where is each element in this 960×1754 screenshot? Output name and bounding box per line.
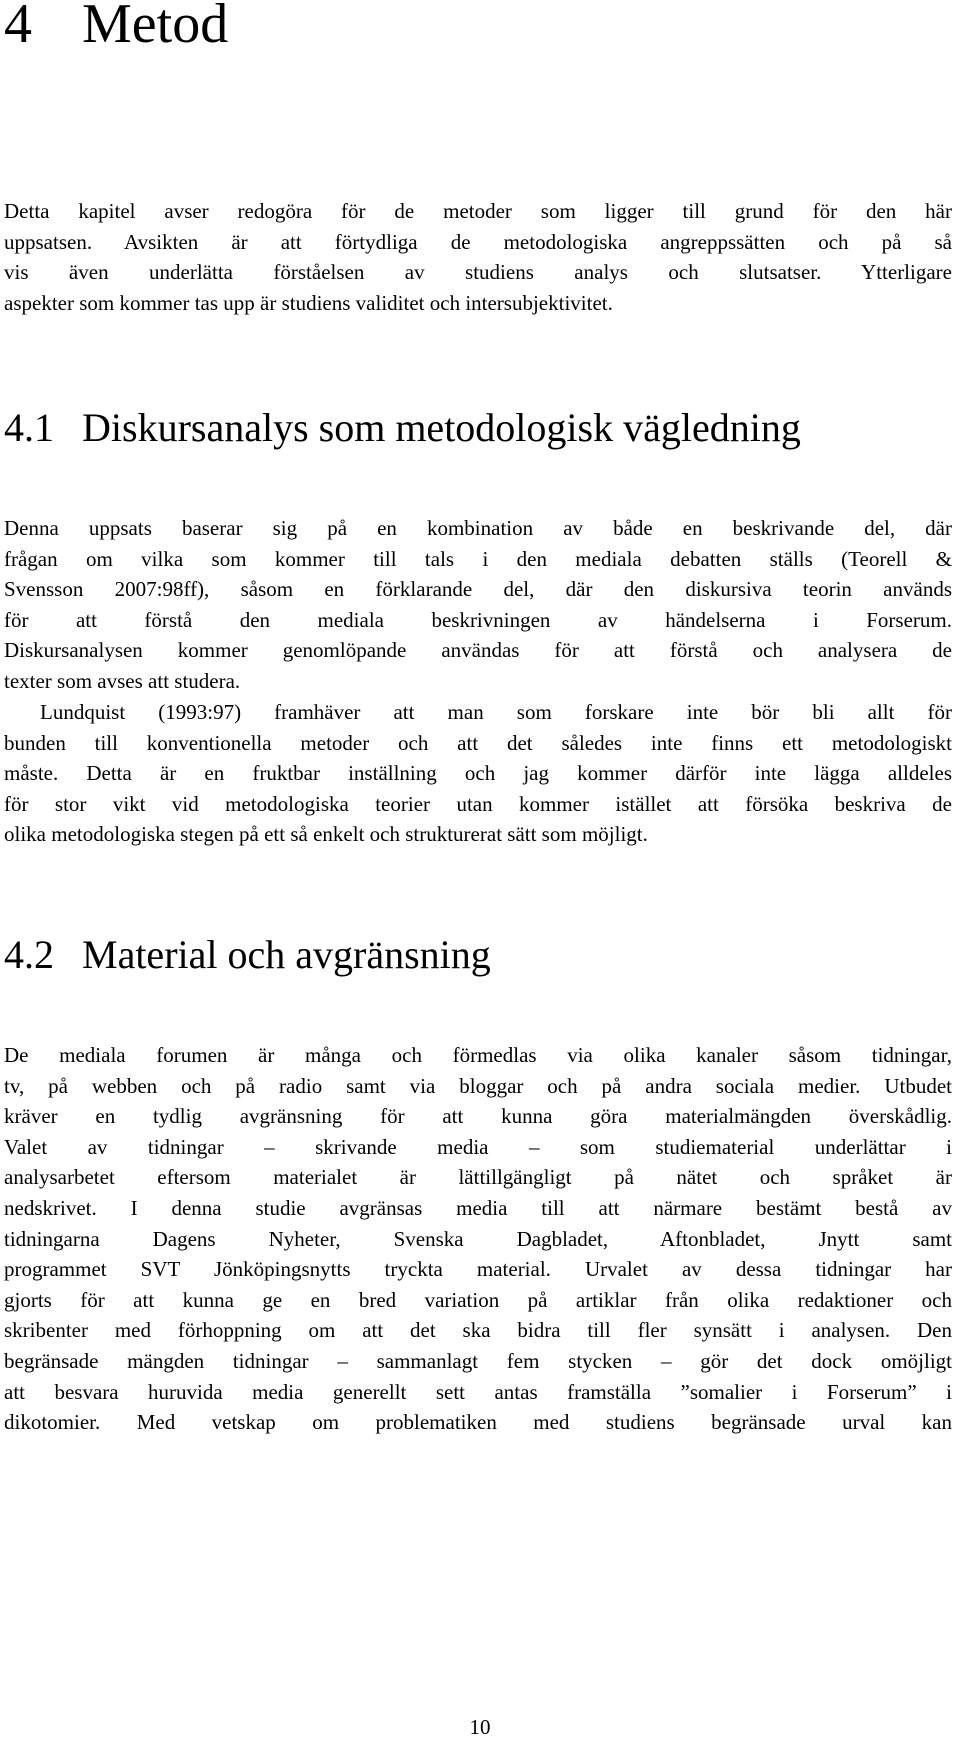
section-number: 4.1 (4, 405, 54, 450)
text-line: aspekter som kommer tas upp är studiens validitet och intersubjektivitet. (4, 290, 613, 315)
text-line: olika metodologiska stegen på ett så enkelt och strukturerat sätt som möjligt. (4, 822, 648, 847)
section-4-2-paragraph-1 (4, 1040, 952, 1438)
text-line: Svensson 2007:98ff), såsom en förklarande del, där den diskursiva teorin används (4, 577, 952, 602)
text-line: tidningarna Dagens Nyheter, Svenska Dagbladet, Aftonbladet, Jnytt samt (4, 1226, 952, 1251)
text-line: tv, på webben och på radio samt via bloggar och på andra sociala medier. Utbudet (4, 1073, 952, 1098)
section-number: 4.2 (4, 932, 54, 977)
text-line: för stor vikt vid metodologiska teorier utan kommer istället att försöka beskriva de (4, 791, 952, 816)
text-line: att besvara huruvida media generellt sett antas framställa ”somalier i Forserum” i (4, 1379, 952, 1404)
section-title: Diskursanalys som metodologisk vägledning (82, 405, 801, 450)
text-line: vis även underlätta förståelsen av studiens analys och slutsatser. Ytterligare (4, 260, 952, 285)
text-line: dikotomier. Med vetskap om problematiken med studiens begränsade urval kan (4, 1410, 952, 1435)
text-line: Diskursanalysen kommer genomlöpande användas för att förstå och analysera de (4, 638, 952, 663)
text-line: skribenter med förhoppning om att det ska bidra till fler synsätt i analysen. Den (4, 1318, 952, 1343)
chapter-number: 4 (4, 0, 32, 55)
text-line: De mediala forumen är många och förmedlas via olika kanaler såsom tidningar, (4, 1043, 952, 1067)
section-4-1-paragraph-1 (4, 513, 952, 697)
text-line: programmet SVT Jönköpingsnytts tryckta material. Urvalet av dessa tidningar har (4, 1257, 952, 1282)
text-line: gjorts för att kunna ge en bred variation på artiklar från olika redaktioner och (4, 1287, 952, 1312)
intro-paragraph (4, 196, 952, 318)
text-line: begränsade mängden tidningar – sammanlagt fem stycken – gör det dock omöjligt (4, 1348, 952, 1373)
chapter-heading (4, 0, 228, 58)
text-line: Detta kapitel avser redogöra för de metoder som ligger till grund för den här (4, 199, 952, 223)
text-line: bunden till konventionella metoder och att det således inte finns ett metodologiskt (4, 730, 952, 755)
section-heading-4-2 (4, 931, 491, 979)
text-line: Valet av tidningar – skrivande media – som studiematerial underlättar i (4, 1134, 952, 1159)
section-heading-4-1 (4, 404, 801, 452)
text-line: nedskrivet. I denna studie avgränsas media till att närmare bestämt bestå av (4, 1195, 952, 1220)
text-line: texter som avses att studera. (4, 668, 241, 693)
chapter-title: Metod (82, 0, 229, 55)
text-line: kräver en tydlig avgränsning för att kunna göra materialmängden överskådlig. (4, 1104, 952, 1129)
text-line: uppsatsen. Avsikten är att förtydliga de metodologiska angreppssätten och på så (4, 229, 952, 254)
text-line: frågan om vilka som kommer till tals i den mediala debatten ställs (Teorell & (4, 546, 952, 571)
page-number: 10 (469, 1715, 491, 1739)
text-line: analysarbetet eftersom materialet är lättillgängligt på nätet och språket är (4, 1165, 952, 1190)
text-line: Denna uppsats baserar sig på en kombination av både en beskrivande del, där (4, 516, 952, 540)
text-line: måste. Detta är en fruktbar inställning och jag kommer därför inte lägga alldeles (4, 761, 952, 786)
section-title: Material och avgränsning (82, 932, 491, 977)
text-line: för att förstå den mediala beskrivningen av händelserna i Forserum. (4, 607, 952, 632)
text-line: Lundquist (1993:97) framhäver att man som forskare inte bör bli allt för (40, 700, 952, 724)
section-4-1-paragraph-2 (4, 697, 952, 850)
